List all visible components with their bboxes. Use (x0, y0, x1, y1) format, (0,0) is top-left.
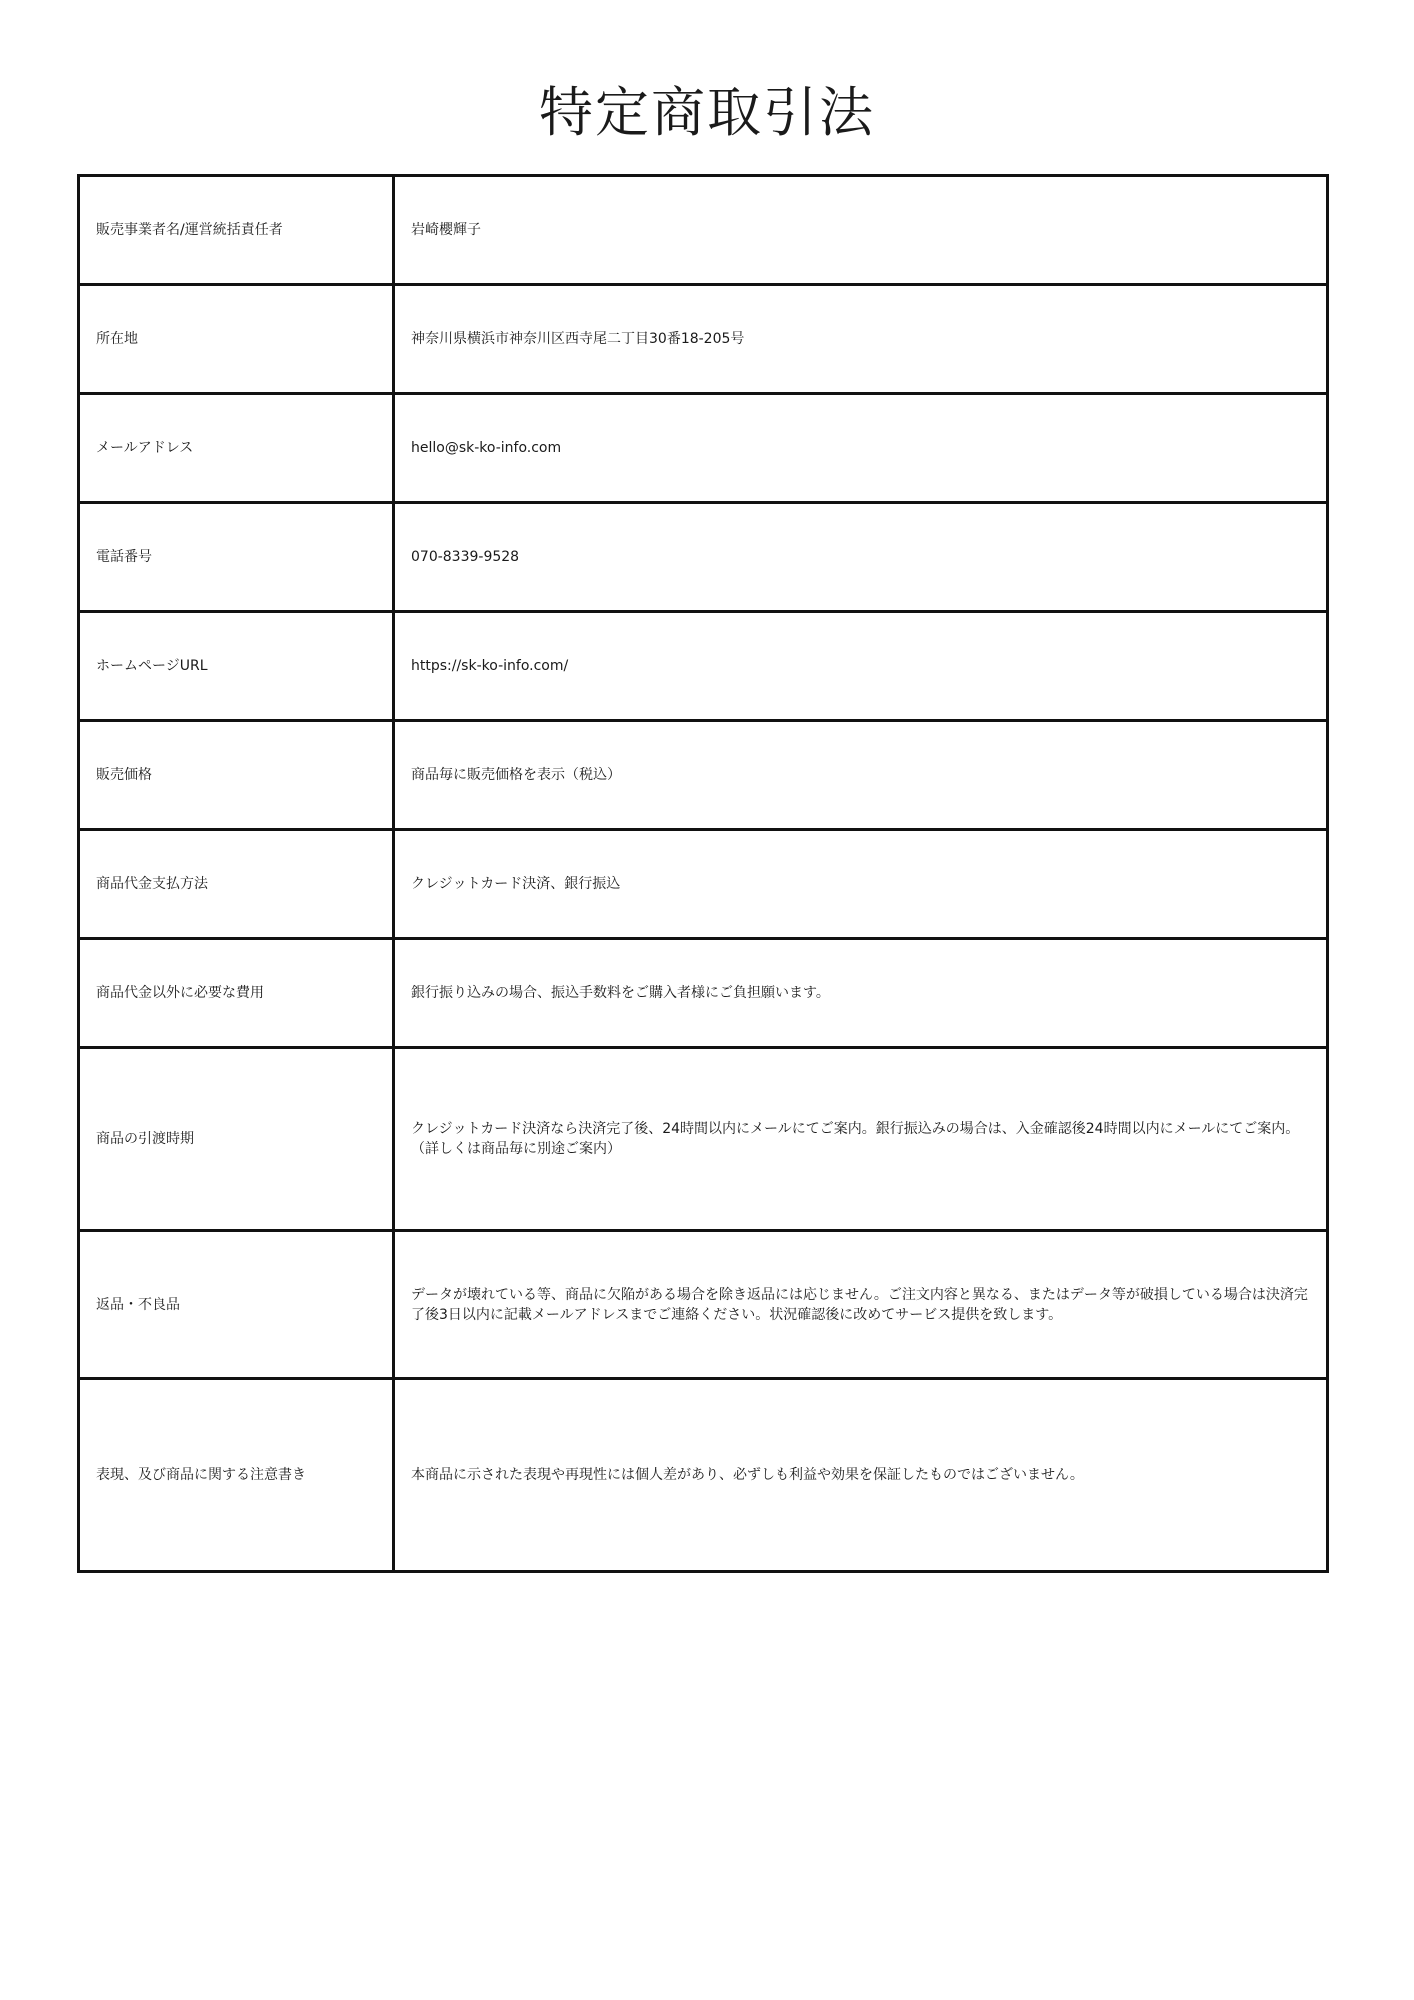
row-label: メールアドレス (79, 394, 394, 503)
table-row-delivery (79, 1048, 1328, 1231)
row-label: 所在地 (79, 285, 394, 394)
table-row-homepage (79, 612, 1328, 721)
table-row-seller (79, 176, 1328, 285)
row-value: クレジットカード決済、銀行振込 (394, 830, 1328, 939)
row-value: データが壊れている等、商品に欠陥がある場合を除き返品には応じません。ご注文内容と異なる、またはデータ等が破損している場合は決済完了後3日以内に記載メールアドレスまでご連絡ください。状況確認後に改めてサービス提供を致します。 (394, 1231, 1328, 1379)
row-label: 販売事業者名/運営統括責任者 (79, 176, 394, 285)
table-row-address (79, 285, 1328, 394)
table-row-returns (79, 1231, 1328, 1379)
row-label: 電話番号 (79, 503, 394, 612)
row-value: 銀行振り込みの場合、振込手数料をご購入者様にご負担願います。 (394, 939, 1328, 1048)
row-label: 返品・不良品 (79, 1231, 394, 1379)
row-value: 岩崎櫻輝子 (394, 176, 1328, 285)
table-row-fees (79, 939, 1328, 1048)
row-label: 商品の引渡時期 (79, 1048, 394, 1231)
row-value: hello@sk-ko-info.com (394, 394, 1328, 503)
table-row-payment (79, 830, 1328, 939)
row-label: 商品代金支払方法 (79, 830, 394, 939)
row-label: 商品代金以外に必要な費用 (79, 939, 394, 1048)
row-label: 表現、及び商品に関する注意書き (79, 1379, 394, 1572)
row-value: 神奈川県横浜市神奈川区西寺尾二丁目30番18-205号 (394, 285, 1328, 394)
table-row-email (79, 394, 1328, 503)
page-title: 特定商取引法 (539, 81, 875, 144)
row-label: ホームページURL (79, 612, 394, 721)
row-label: 販売価格 (79, 721, 394, 830)
table-row-price (79, 721, 1328, 830)
table-row-notes (79, 1379, 1328, 1572)
row-value: 070-8339-9528 (394, 503, 1328, 612)
table-row-phone (79, 503, 1328, 612)
row-value: 商品毎に販売価格を表示（税込） (394, 721, 1328, 830)
row-value: 本商品に示された表現や再現性には個人差があり、必ずしも利益や効果を保証したものではございません。 (394, 1379, 1328, 1572)
row-value: クレジットカード決済なら決済完了後、24時間以内にメールにてご案内。銀行振込みの場合は、入金確認後24時間以内にメールにてご案内。（詳しくは商品毎に別途ご案内） (394, 1048, 1328, 1231)
commerce-law-table (77, 174, 1329, 1573)
row-value: https://sk-ko-info.com/ (394, 612, 1328, 721)
